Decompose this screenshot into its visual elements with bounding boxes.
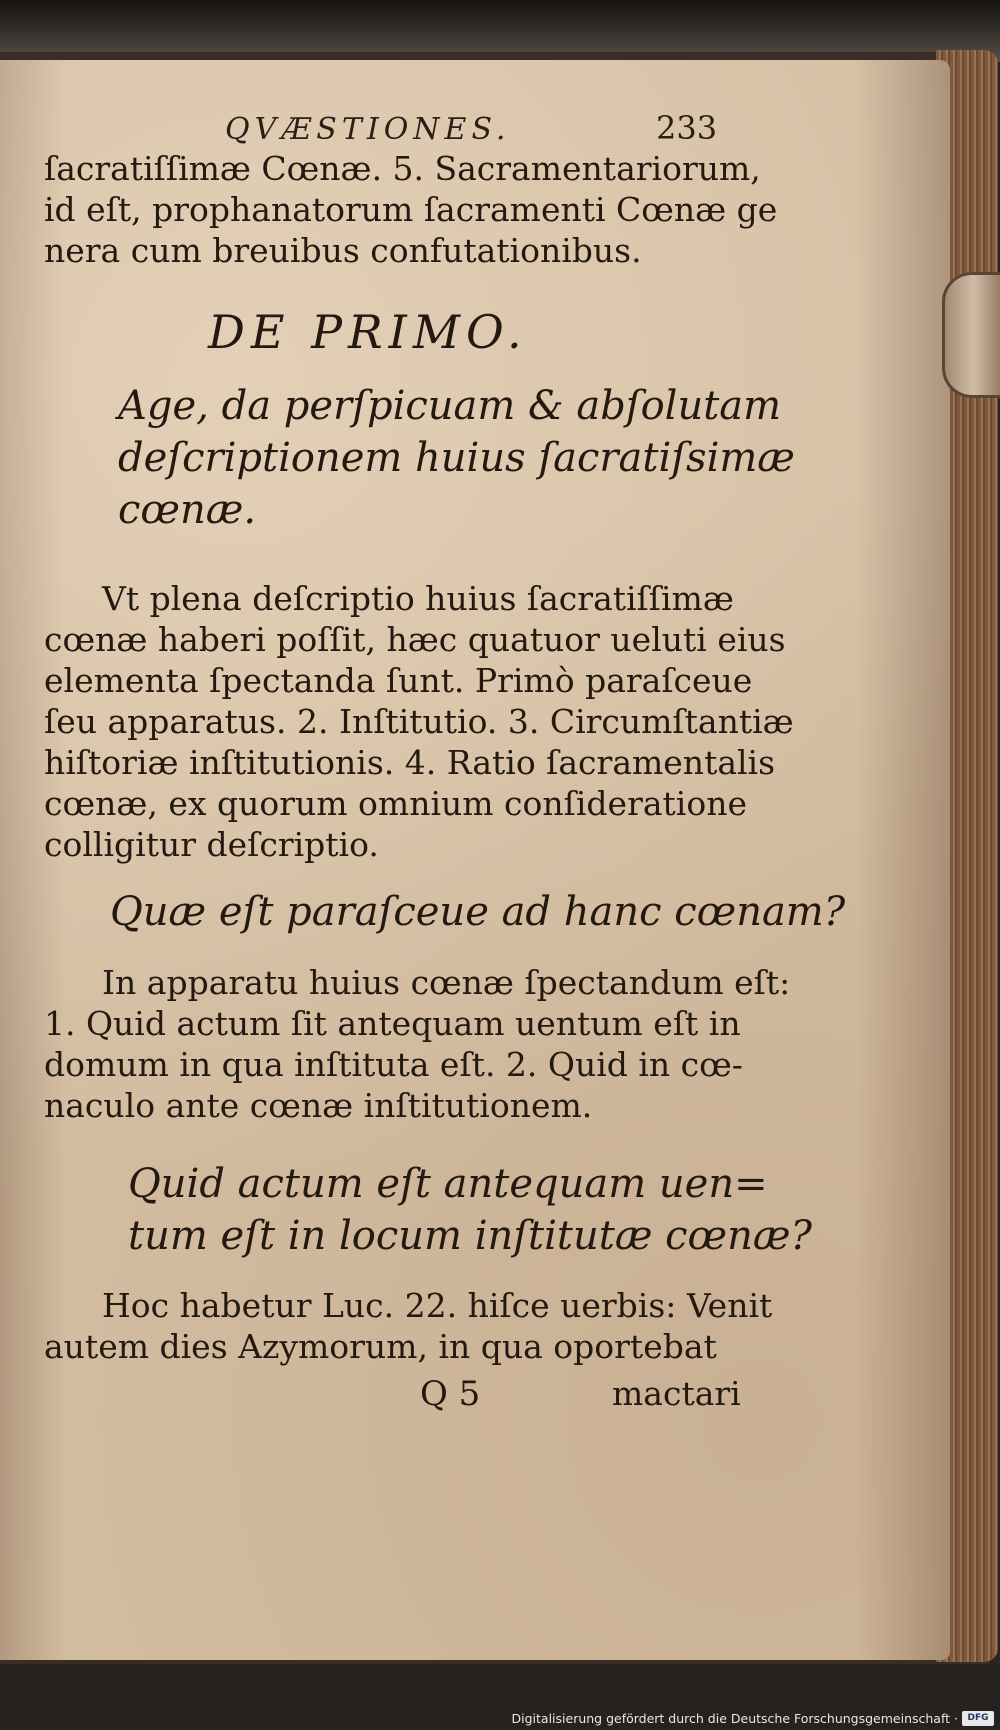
intro-line: id eſt, prophanatorum ſacramenti Cœnæ ge xyxy=(44,190,778,229)
intro-line: ſacratiſſimæ Cœnæ. 5. Sacramentariorum, xyxy=(44,149,761,188)
intro-text xyxy=(44,148,778,271)
answer-line: elementa ſpectanda ſunt. Primò paraſceue xyxy=(44,661,753,700)
answer-line: 1. Quid actum ſit antequam uentum eſt in xyxy=(44,1004,741,1043)
answer-line: autem dies Azymorum, in qua oportebat xyxy=(44,1327,717,1366)
section-heading: DE PRIMO. xyxy=(208,305,528,359)
question-line: Age, da perſpicuam & abſolutam xyxy=(118,383,782,429)
answer-2 xyxy=(44,962,791,1126)
catchword: mactari xyxy=(612,1374,741,1413)
page-number: 233 xyxy=(656,109,718,147)
answer-line: ſeu apparatus. 2. Inſtitutio. 3. Circumſtantiæ xyxy=(44,702,794,741)
question-line: tum eſt in locum inſtitutæ cœnæ? xyxy=(128,1213,812,1259)
question-1 xyxy=(118,380,795,536)
answer-line: naculo ante cœnæ inſtitutionem. xyxy=(44,1086,593,1125)
answer-line: cœnæ haberi poſſit, hæc quatuor ueluti eius xyxy=(44,620,786,659)
signature-mark: Q 5 xyxy=(420,1374,481,1414)
answer-line: Hoc habetur Luc. 22. hiſce uerbis: Venit xyxy=(102,1286,773,1325)
footer-bar xyxy=(0,1664,1000,1730)
question-line: Quæ eſt paraſceue ad hanc cœnam? xyxy=(110,889,846,935)
intro-line: nera cum breuibus confutationibus. xyxy=(44,231,642,270)
question-line: Quid actum eſt antequam uen= xyxy=(128,1161,768,1207)
clasp-tab xyxy=(942,272,1000,398)
answer-1 xyxy=(44,578,794,865)
answer-line: Vt plena deſcriptio huius ſacratiſſimæ xyxy=(102,579,734,618)
dfg-logo-icon: DFG xyxy=(962,1711,994,1726)
running-head: QVÆSTIONES. xyxy=(225,112,511,147)
answer-line: cœnæ, ex quorum omnium conſideratione xyxy=(44,784,747,823)
answer-3 xyxy=(44,1285,773,1367)
answer-line: hiſtoriæ inſtitutionis. 4. Ratio ſacramentalis xyxy=(44,743,776,782)
question-2 xyxy=(110,886,845,938)
question-3 xyxy=(128,1158,812,1262)
answer-line: colligitur deſcriptio. xyxy=(44,825,379,864)
question-line: cœnæ. xyxy=(118,487,257,533)
answer-line: domum in qua inſtituta eſt. 2. Quid in cœ- xyxy=(44,1045,743,1084)
answer-line: In apparatu huius cœnæ ſpectandum eſt: xyxy=(102,963,791,1002)
question-line: deſcriptionem huius ſacratiſsimæ xyxy=(118,435,795,481)
funding-credit: Digitalisierung gefördert durch die Deutsche Forschungsgemeinschaft · xyxy=(511,1711,958,1726)
